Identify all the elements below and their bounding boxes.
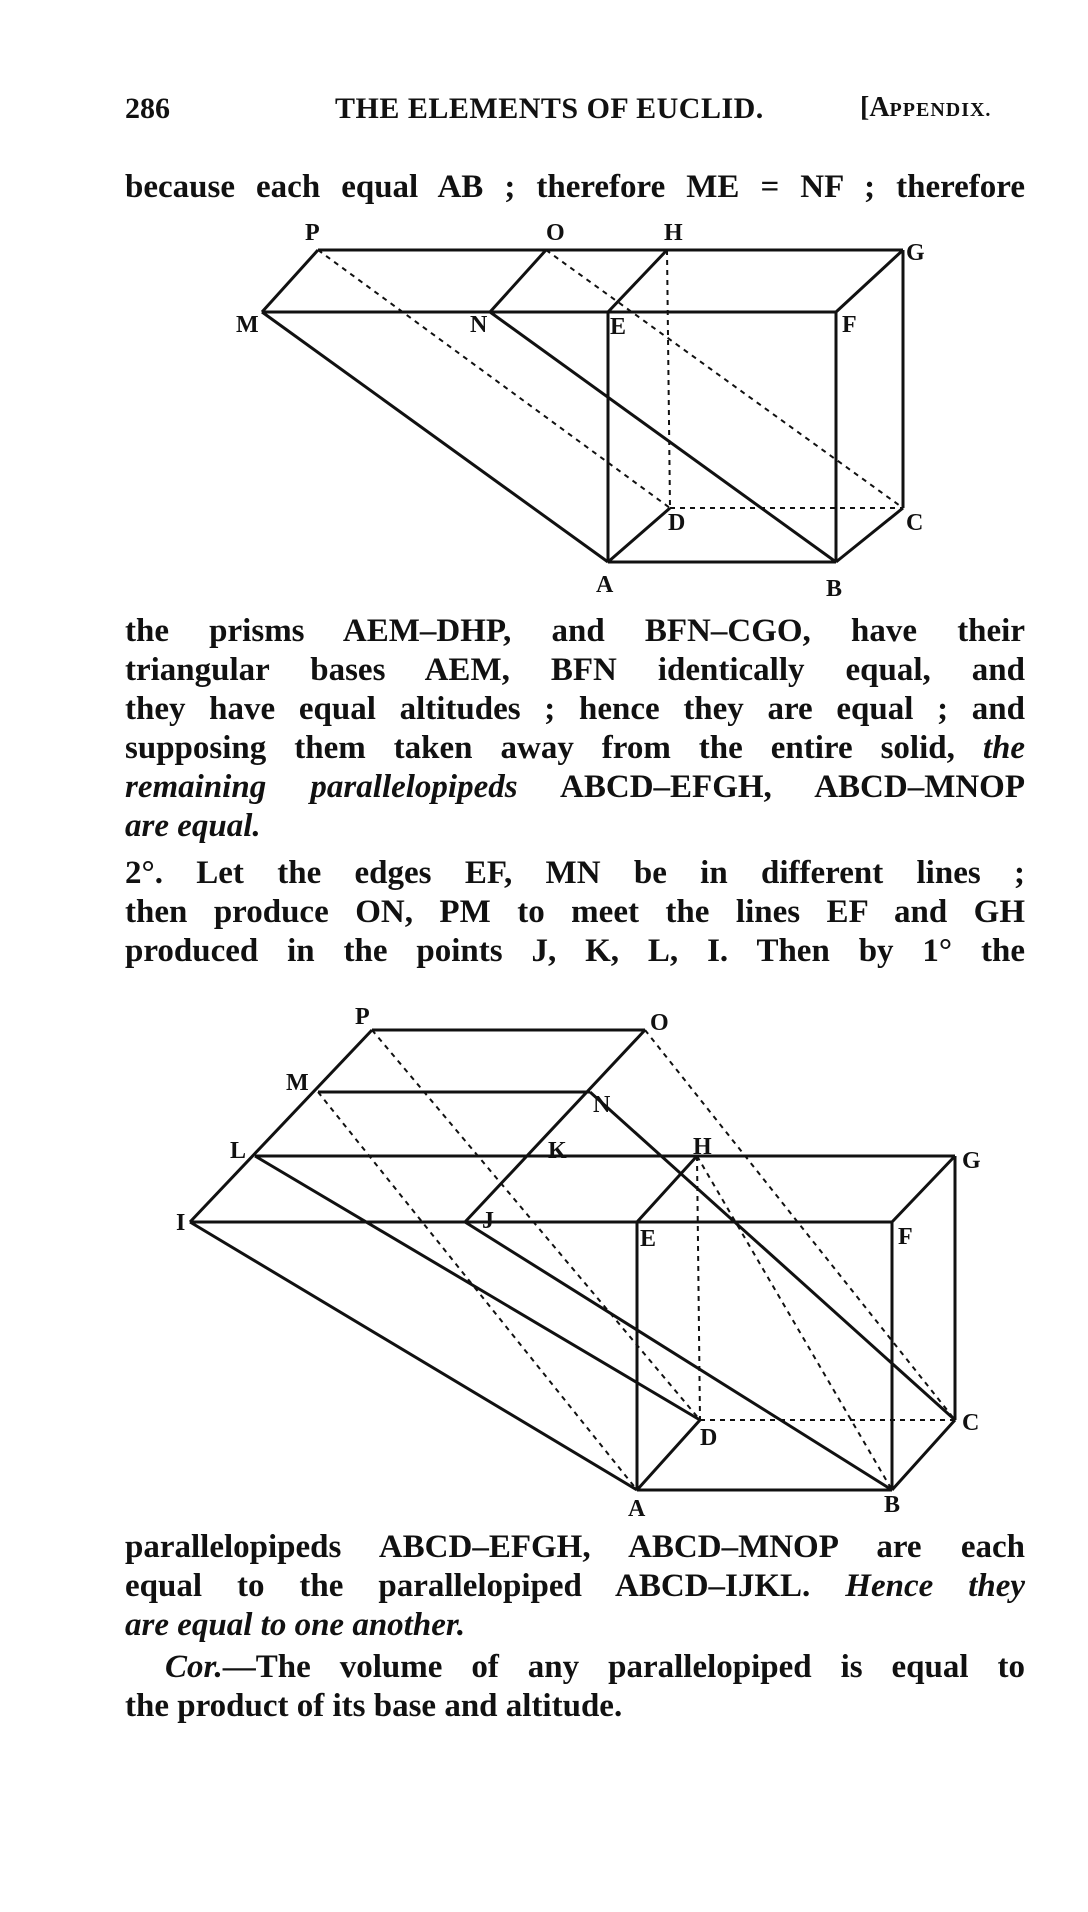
fig2-label-I: I (176, 1210, 186, 1236)
section-label-rest: PPENDIX. (889, 99, 992, 121)
running-header (125, 92, 1025, 132)
para1-line-2: triangular bases AEM, BFN identically equal, and (125, 652, 1025, 688)
para1-line-5 (125, 768, 1025, 807)
cor-label: Cor. (165, 1649, 223, 1685)
para3-line-3-italic: are equal to one another. (125, 1607, 466, 1643)
paragraph-corollary (125, 1648, 1025, 1726)
para1-line-5-text: ABCD–EFGH, ABCD–MNOP (560, 769, 1025, 805)
fig1-label-G: G (906, 240, 925, 266)
para3-line-2-text: equal to the parallelopiped ABCD–IJKL. (125, 1568, 811, 1604)
fig2-label-M: M (286, 1070, 309, 1096)
para1-line-5-italic: remaining parallelopipeds (125, 769, 518, 805)
fig1-label-B: B (826, 576, 843, 600)
figure-1-hidden-edges (318, 250, 903, 508)
cor-line-1-text: —The volume of any parallelopiped is equal to (222, 1649, 1025, 1685)
para2-line-2: then produce ON, PM to meet the lines EF and GH (125, 894, 1025, 930)
fig1-label-F: F (842, 312, 857, 338)
fig2-label-J: J (482, 1208, 494, 1234)
figure-2-parallelopipeds (0, 990, 1088, 1520)
section-label-prefix: [A (860, 92, 890, 123)
para1-line-6-italic: are equal. (125, 808, 261, 844)
fig1-label-A: A (596, 572, 614, 598)
page-number: 286 (125, 92, 170, 125)
para1-line-1: the prisms AEM–DHP, and BFN–CGO, have their (125, 613, 1025, 649)
fig1-label-P: P (305, 220, 320, 246)
fig1-label-C: C (906, 510, 924, 536)
fig2-label-K: K (548, 1138, 567, 1164)
para1-line-4 (125, 729, 1025, 768)
cor-line-1 (125, 1648, 1025, 1687)
fig2-label-H: H (693, 1134, 712, 1160)
fig2-label-C: C (962, 1410, 980, 1436)
para2-line-3: produced in the points J, K, L, I. Then by 1° the (125, 933, 1025, 969)
para1-line-3: they have equal altitudes ; hence they are equal ; and (125, 691, 1025, 727)
figure-1-solid-edges (262, 250, 903, 562)
fig2-label-A: A (628, 1496, 646, 1520)
paragraph-conclusion (125, 1528, 1025, 1645)
para1-line-4-italic: the (982, 730, 1025, 766)
fig2-label-O: O (650, 1010, 669, 1036)
fig2-label-P: P (355, 1004, 370, 1030)
top-line-text: because each equal AB ; therefore ME = NF ; therefore (125, 169, 1025, 205)
fig1-label-M: M (236, 312, 259, 338)
fig1-label-O: O (546, 220, 565, 246)
para3-line-2 (125, 1567, 1025, 1606)
fig1-label-N: N (470, 312, 488, 338)
fig2-label-B: B (884, 1492, 901, 1518)
fig2-label-E: E (640, 1226, 657, 1252)
para1-line-4-text: supposing them taken away from the entire solid, (125, 730, 955, 766)
fig1-label-H: H (664, 220, 683, 246)
top-line (125, 168, 1025, 207)
paragraph-case-2 (125, 854, 1025, 971)
fig1-label-E: E (610, 314, 627, 340)
para3-line-1: parallelopipeds ABCD–EFGH, ABCD–MNOP are each (125, 1529, 1025, 1565)
para2-line-1: 2°. Let the edges EF, MN be in different lines ; (125, 855, 1025, 891)
para3-line-3 (125, 1606, 1025, 1645)
running-title: THE ELEMENTS OF EUCLID. (335, 92, 764, 125)
paragraph-prisms (125, 612, 1025, 846)
figure-2-labels (176, 1004, 981, 1520)
para1-line-6 (125, 807, 1025, 846)
fig2-label-N: N (593, 1092, 611, 1118)
fig2-label-L: L (230, 1138, 247, 1164)
fig2-label-F: F (898, 1224, 913, 1250)
fig2-label-D: D (700, 1425, 718, 1451)
fig1-label-D: D (668, 510, 686, 536)
figure-1-parallelopipeds (0, 220, 1088, 600)
para3-line-2-italic: Hence they (845, 1568, 1026, 1604)
section-label (860, 92, 991, 124)
fig2-label-G: G (962, 1148, 981, 1174)
cor-line-2: the product of its base and altitude. (125, 1688, 623, 1724)
